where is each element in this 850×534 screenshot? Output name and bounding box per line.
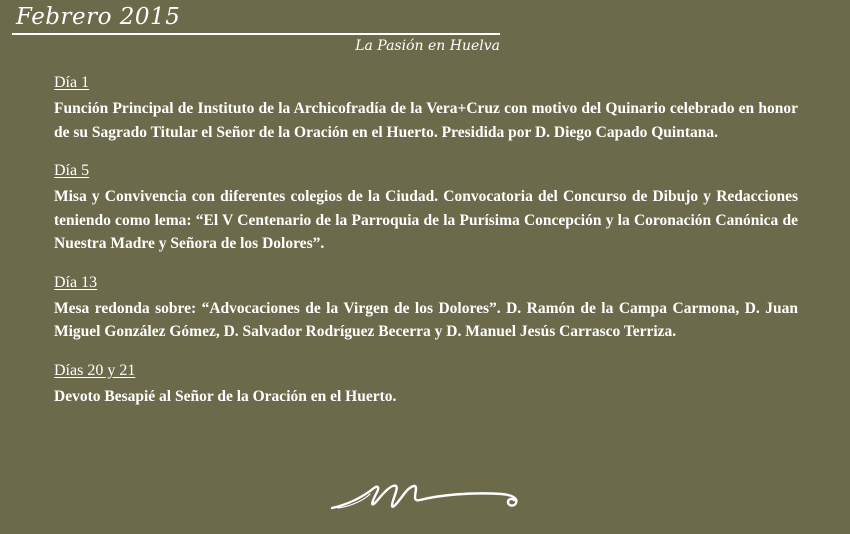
event-list — [54, 73, 798, 425]
month-title: Febrero 2015 — [16, 4, 181, 30]
title-divider — [12, 33, 500, 35]
event-description: Misa y Convivencia con diferentes colegios de la Ciudad. Convocatoria del Concurso de Dibujo y Redacciones teniendo como lema: “El V Centenario de la Parroquia de la Purísima Concepción y la Coronación Canónica de Nuestra Madre y Señora de los Dolores”. — [54, 188, 798, 252]
event-description: Función Principal de Instituto de la Archicofradía de la Vera+Cruz con motivo del Quinario celebrado en honor de su Sagrado Titular el Señor de la Oración en el Huerto. Presidida por D. Diego Capado Quintana. — [54, 100, 798, 141]
calligraphic-flourish-icon — [330, 478, 526, 512]
event-entry — [54, 73, 798, 144]
event-day-heading: Día 13 — [54, 273, 98, 291]
event-entry — [54, 161, 798, 256]
event-day-heading: Día 5 — [54, 162, 90, 179]
event-day-heading: Día 1 — [54, 74, 90, 91]
event-entry — [54, 361, 798, 409]
event-description: Devoto Besapié al Señor de la Oración en el Huerto. — [54, 387, 397, 405]
event-description: Mesa redonda sobre: “Advocaciones de la Virgen de los Dolores”. D. Ramón de la Campa Carmona, D. Juan Miguel González Gómez, D. Salvador Rodríguez Becerra y D. Manuel Jesús Carrasco Terriza. — [54, 299, 798, 340]
publication-subtitle: La Pasión en Huelva — [355, 38, 500, 54]
event-entry — [54, 273, 798, 344]
event-day-heading: Días 20 y 21 — [54, 361, 136, 379]
